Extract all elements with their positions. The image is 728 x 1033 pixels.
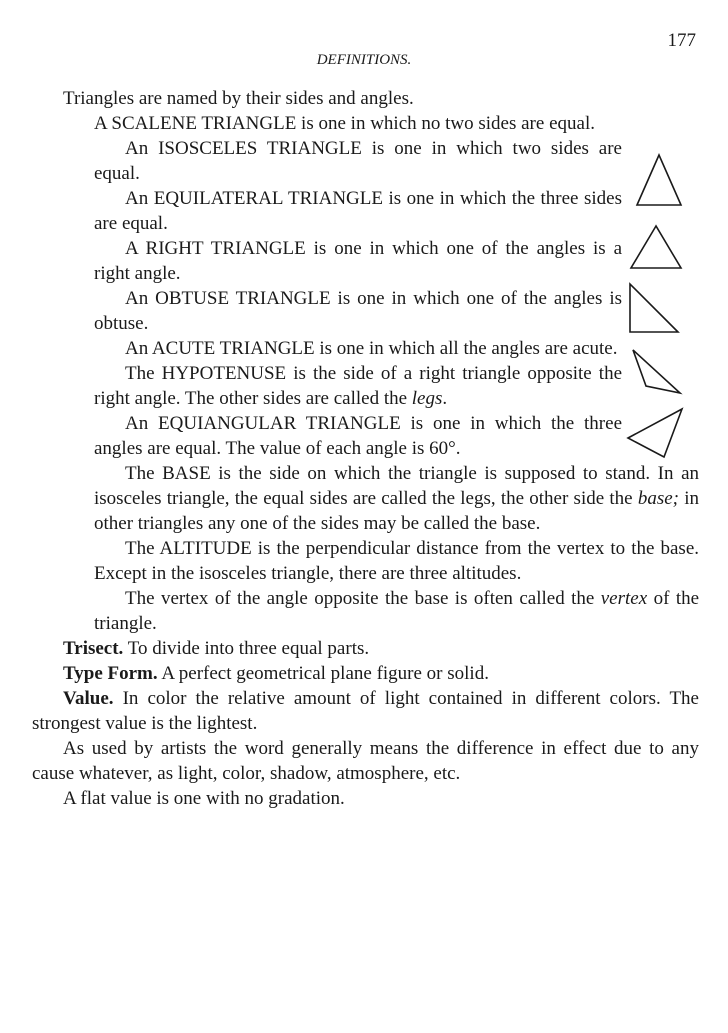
def-equilateral: An EQUILATERAL TRIANGLE is one in which the three sides are equal.	[94, 188, 622, 234]
page-number: 177	[667, 30, 696, 51]
def-scalene: A SCALENE TRIANGLE is one in which no two sides are equal.	[94, 113, 595, 134]
right-triangle-figure	[625, 280, 683, 338]
def-obtuse: An OBTUSE TRIANGLE is one in which one of the angles is obtuse.	[94, 288, 622, 334]
entry-type-form: Type Form. A perfect geometrical plane figure or solid.	[63, 663, 489, 684]
running-head: DEFINITIONS.	[316, 52, 412, 68]
def-equiangular: An EQUIANGULAR TRIANGLE is one in which the three angles are equal. The value of each angle is 60°.	[94, 413, 622, 459]
def-vertex: The vertex of the angle opposite the base is often called the vertex of the triangle.	[94, 588, 700, 634]
def-altitude: The ALTITUDE is the perpendicular distance from the vertex to the base. Except in the isosceles triangle, there are three altitudes.	[94, 538, 699, 584]
page-body	[32, 86, 699, 811]
entry-value-flat: A flat value is one with no gradation.	[63, 788, 345, 809]
def-hypotenuse: The HYPOTENUSE is the side of a right triangle opposite the right angle. The other sides are called the legs.	[94, 363, 622, 409]
entry-value: Value. In color the relative amount of light contained in different colors. The strongest value is the lightest.	[32, 688, 699, 734]
acute-triangle-figure	[624, 405, 688, 461]
isosceles-triangle-figure	[630, 150, 686, 210]
equilateral-triangle-figure	[627, 222, 685, 272]
def-base: The BASE is the side on which the triangle is supposed to stand. In an isosceles triangle, the equal sides are called the legs, the other side the base; in other triangles any one of the sides may be called the base.	[94, 463, 700, 534]
def-acute: An ACUTE TRIANGLE is one in which all the angles are acute.	[125, 338, 618, 359]
obtuse-triangle-figure	[627, 345, 685, 399]
def-isosceles: An ISOSCELES TRIANGLE is one in which two sides are equal.	[94, 138, 622, 184]
def-right: A RIGHT TRIANGLE is one in which one of the angles is a right angle.	[94, 238, 622, 284]
entry-value-artists: As used by artists the word generally means the difference in effect due to any cause whatever, as light, color, shadow, atmosphere, etc.	[32, 738, 699, 784]
triangles-intro: Triangles are named by their sides and angles.	[63, 88, 414, 109]
entry-trisect: Trisect. To divide into three equal parts.	[63, 638, 370, 659]
